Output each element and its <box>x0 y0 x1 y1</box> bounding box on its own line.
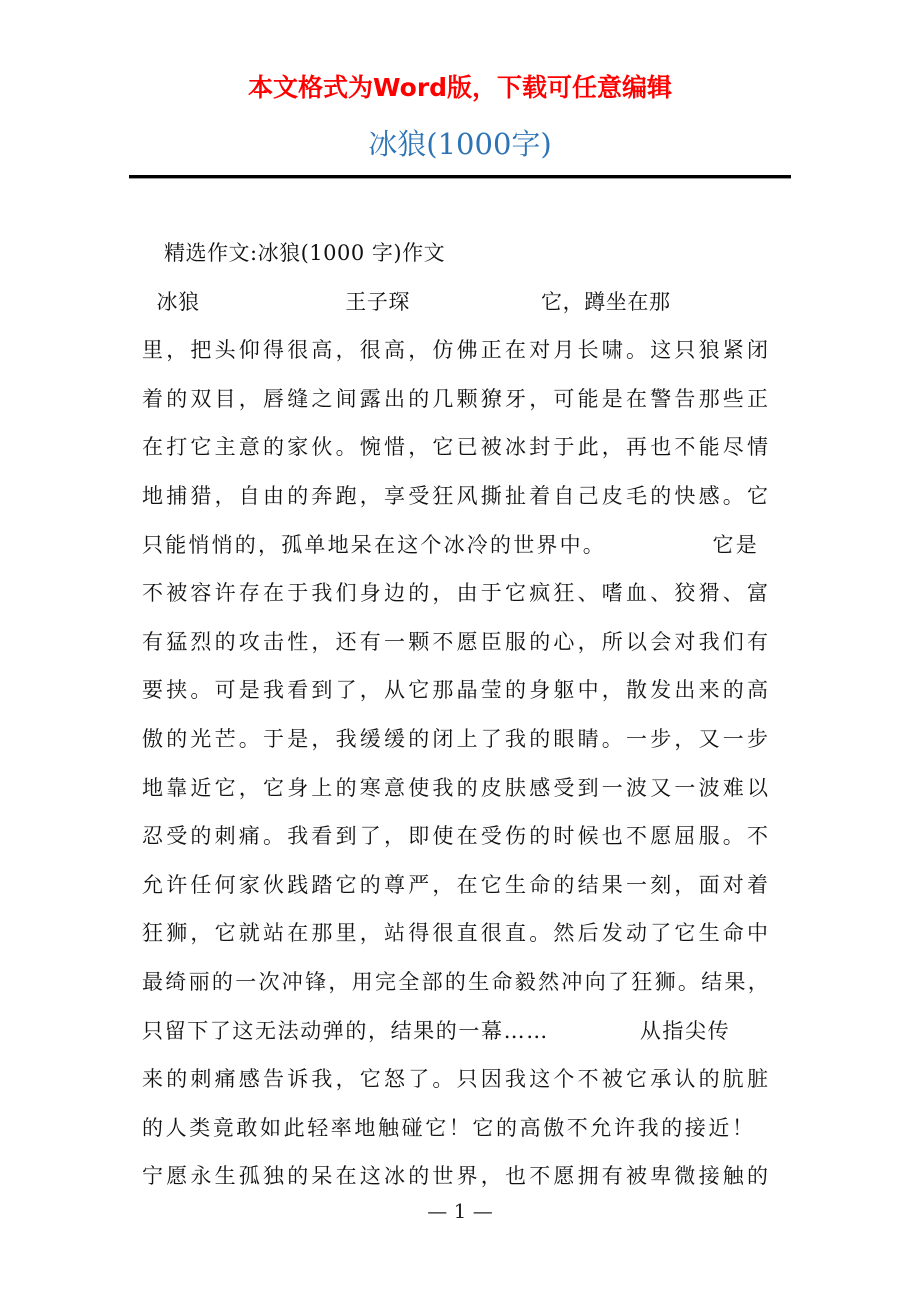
body-line: 不被容许存在于我们身边的，由于它疯狂、嗜血、狡猾、富 <box>142 581 772 606</box>
document-body <box>142 229 782 1201</box>
body-line: 狂狮，它就站在那里，站得很直很直。然后发动了它生命中 <box>142 921 772 946</box>
body-line: 着的双目，唇缝之间露出的几颗獠牙，可能是在警告那些正 <box>142 386 772 411</box>
body-line: 傲的光芒。于是，我缓缓的闭上了我的眼睛。一步，又一步 <box>142 726 772 751</box>
body-line-subtitle: 精选作文:冰狼(1000 字)作文 <box>164 241 446 265</box>
document-title: 冰狼(1000字) <box>368 127 552 161</box>
body-line: 有猛烈的攻击性，还有一颗不愿臣服的心，所以会对我们有 <box>142 629 772 654</box>
body-line: 来的刺痛感告诉我，它怒了。只因我这个不被它承认的肮脏 <box>142 1067 772 1092</box>
body-line: 只能悄悄的，孤单地呆在这个冰冷的世界中。 它是 <box>142 532 759 557</box>
body-line: 里，把头仰得很高，很高，仿佛正在对月长啸。这只狼紧闭 <box>142 338 772 363</box>
body-line: 忍受的刺痛。我看到了，即使在受伤的时候也不愿屈服。不 <box>142 824 772 849</box>
page-number: — 1 — <box>427 1199 493 1223</box>
body-line: 允许任何家伙践踏它的尊严，在它生命的结果一刻，面对着 <box>142 872 772 897</box>
body-line: 在打它主意的家伙。惋惜，它已被冰封于此，再也不能尽情 <box>142 435 772 460</box>
download-notice-banner: 本文格式为Word版，下载可任意编辑 <box>247 73 673 102</box>
title-divider-shadow <box>129 178 791 179</box>
body-line: 冰狼 王子琛 它，蹲坐在那 <box>142 289 671 314</box>
body-line: 宁愿永生孤独的呆在这冰的世界，也不愿拥有被卑微接触的 <box>142 1164 772 1189</box>
body-line: 地靠近它，它身上的寒意使我的皮肤感受到一波又一波难以 <box>142 775 772 800</box>
body-line: 最绮丽的一次冲锋，用完全部的生命毅然冲向了狂狮。结果， <box>142 969 772 994</box>
body-line: 的人类竟敢如此轻率地触碰它！它的高傲不允许我的接近！ <box>142 1115 756 1140</box>
body-line: 地捕猎，自由的奔跑，享受狂风撕扯着自己皮毛的快感。它 <box>142 483 772 508</box>
body-line: 要挟。可是我看到了，从它那晶莹的身躯中，散发出来的高 <box>142 678 772 703</box>
body-line: 只留下了这无法动弹的，结果的一幕…… 从指尖传 <box>142 1018 731 1043</box>
